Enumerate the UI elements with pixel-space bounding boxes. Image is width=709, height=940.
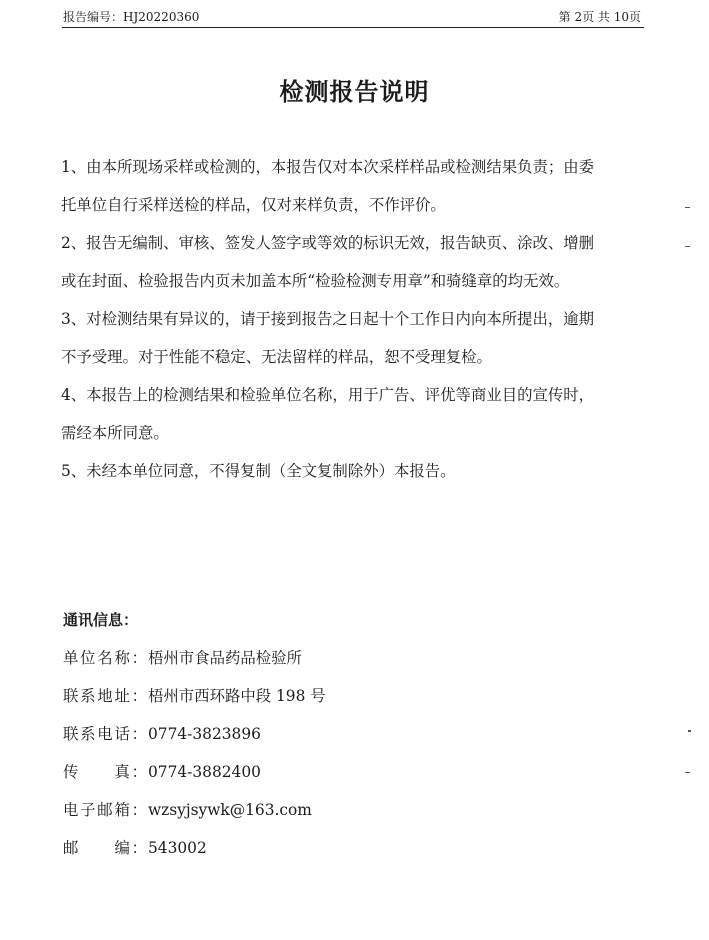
contact-row-fax: [63, 759, 326, 797]
contact-label: 联系地址：: [63, 687, 147, 705]
clause-line: 3、对检测结果有异议的，请于接到报告之日起十个工作日内向本所提出，逾期: [61, 310, 595, 328]
contact-value: 梧州市食品药品检验所: [148, 649, 302, 667]
clause-line: 2、报告无编制、审核、签发人签字或等效的标识无效，报告缺页、涂改、增删: [61, 234, 595, 252]
contact-value: 0774-3823896: [148, 725, 261, 743]
clause-2: [61, 230, 651, 295]
clause-3: [61, 306, 651, 371]
header-divider: [62, 27, 644, 28]
scan-mark: [685, 207, 690, 208]
contact-row-postcode: [63, 835, 326, 873]
page-title: 检测报告说明: [279, 78, 430, 106]
contact-value: 543002: [148, 839, 207, 857]
page-indicator: 第 2页 共 10页: [558, 10, 641, 24]
contact-value: 0774-3882400: [148, 763, 261, 781]
clause-1: [61, 154, 651, 219]
contact-label: 单位名称：: [63, 649, 147, 667]
contact-row-email: [63, 797, 326, 835]
clause-line: 或在封面、检验报告内页未加盖本所“检验检测专用章”和骑缝章的均无效。: [61, 272, 570, 290]
contact-heading: 通讯信息：: [63, 611, 139, 629]
clause-line: 需经本所同意。: [61, 424, 169, 442]
contact-label: 电子邮箱：: [63, 801, 147, 819]
contact-value: 梧州市西环路中段 198 号: [148, 687, 326, 705]
contact-value: wzsyjsywk@163.com: [148, 801, 312, 819]
contact-label: 邮 编：: [63, 839, 147, 857]
page-header: [63, 8, 641, 26]
contact-row-address: [63, 683, 326, 721]
contact-label: 联系电话：: [63, 725, 147, 743]
clause-line: 1、由本所现场采样或检测的，本报告仅对本次采样样品或检测结果负责；由委: [61, 158, 595, 176]
contact-row-phone: [63, 721, 326, 759]
clause-5: [61, 458, 651, 485]
clause-line: 不予受理。对于性能不稳定、无法留样的样品，恕不受理复检。: [61, 348, 492, 366]
scan-mark: [685, 246, 690, 247]
clause-line: 4、本报告上的检测结果和检验单位名称，用于广告、评优等商业目的宣传时，: [61, 386, 595, 404]
clause-line: 5、未经本单位同意，不得复制（全文复制除外）本报告。: [61, 462, 456, 480]
contact-row-unit-name: [63, 645, 326, 683]
scan-mark: [688, 730, 691, 732]
contact-info-list: [63, 645, 326, 873]
clause-line: 托单位自行采样送检的样品，仅对来样负责，不作评价。: [61, 196, 446, 214]
clause-list: [61, 154, 651, 496]
contact-label: 传 真：: [63, 763, 147, 781]
clause-4: [61, 382, 651, 447]
report-number: 报告编号：HJ20220360: [63, 10, 200, 24]
scan-mark: [685, 772, 690, 773]
